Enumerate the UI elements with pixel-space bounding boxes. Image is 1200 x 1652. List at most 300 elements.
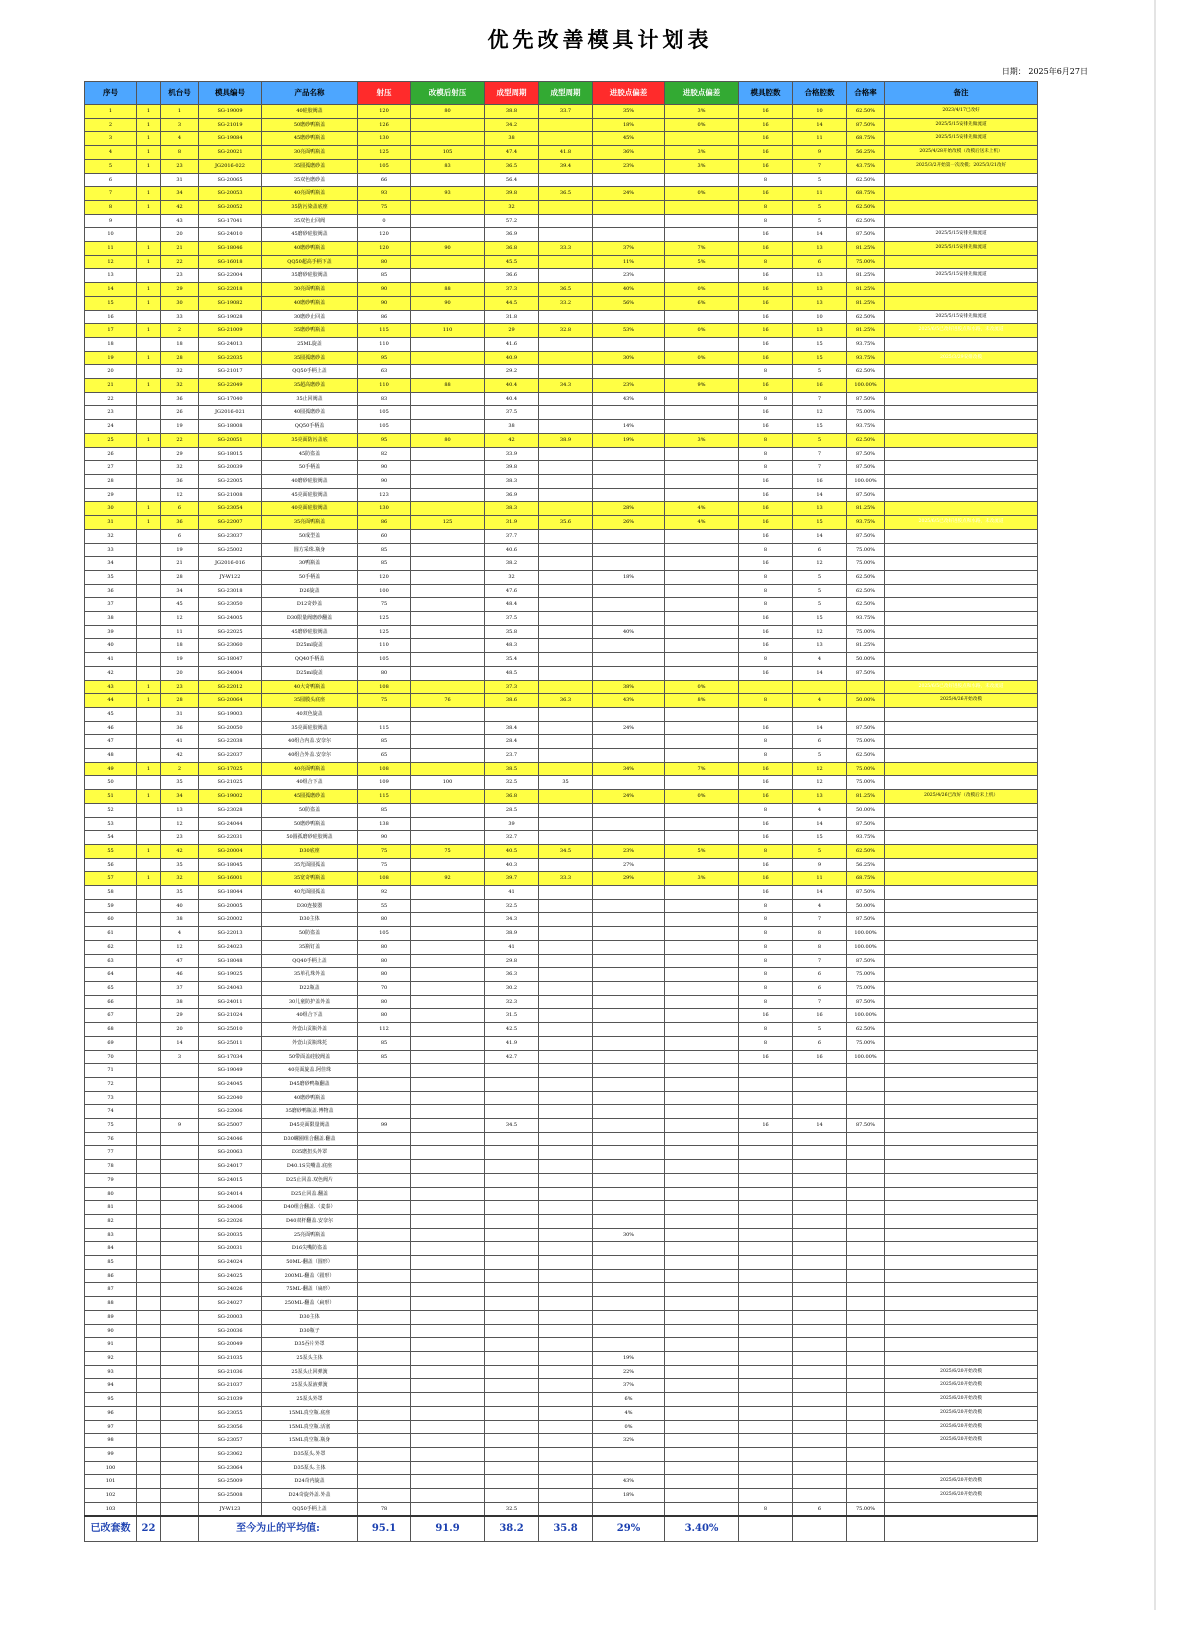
- cell-pressure: 85: [358, 1036, 411, 1050]
- table-row: [85, 187, 1038, 201]
- cell-pressure: 112: [358, 1023, 411, 1037]
- cell-cycle: 48.4: [485, 598, 539, 612]
- cell-gate-dev: [593, 1077, 665, 1091]
- cell-cavities: 16: [739, 721, 793, 735]
- cell-index: 25: [85, 433, 137, 447]
- cell-new-pressure: [411, 1242, 485, 1256]
- cell-pressure: 115: [358, 721, 411, 735]
- cell-cycle: 41.9: [485, 1036, 539, 1050]
- cell-cycle: 23.7: [485, 749, 539, 763]
- cell-new-pressure: [411, 639, 485, 653]
- cell-mold-id: SG-24025: [199, 1269, 262, 1283]
- cell-new-gate-dev: [665, 310, 739, 324]
- cell-cavities: [739, 1091, 793, 1105]
- cell-new-gate-dev: [665, 392, 739, 406]
- cell-machine: 12: [161, 612, 199, 626]
- cell-pressure: [358, 1324, 411, 1338]
- cell-new-pressure: [411, 118, 485, 132]
- cell-flag: [137, 269, 161, 283]
- cell-new-cycle: [539, 406, 593, 420]
- cell-new-pressure: [411, 474, 485, 488]
- cell-new-cycle: [539, 1475, 593, 1489]
- cell-mold-id: SG-18048: [199, 954, 262, 968]
- cell-new-pressure: 88: [411, 283, 485, 297]
- cell-index: 88: [85, 1297, 137, 1311]
- cell-new-gate-dev: [665, 474, 739, 488]
- cell-product: 45磨砂硅胶阀盖: [262, 228, 358, 242]
- cell-ok-cavities: [793, 1187, 847, 1201]
- cell-pass-rate: 50.00%: [847, 899, 885, 913]
- cell-index: 78: [85, 1160, 137, 1174]
- cell-pass-rate: 75.00%: [847, 406, 885, 420]
- cell-flag: [137, 1064, 161, 1078]
- cell-product: D35泵头.外罩: [262, 1447, 358, 1461]
- cell-new-pressure: [411, 927, 485, 941]
- cell-machine: [161, 1324, 199, 1338]
- cell-product: 40双色旋盖: [262, 707, 358, 721]
- cell-flag: [137, 392, 161, 406]
- cell-mold-id: SG-23062: [199, 1447, 262, 1461]
- cell-new-gate-dev: [665, 1461, 739, 1475]
- cell-index: 87: [85, 1283, 137, 1297]
- cell-cycle: 36.6: [485, 269, 539, 283]
- cell-new-pressure: [411, 1351, 485, 1365]
- cell-cavities: 16: [739, 666, 793, 680]
- cell-pass-rate: 87.50%: [847, 995, 885, 1009]
- cell-new-cycle: [539, 803, 593, 817]
- cell-index: 91: [85, 1338, 137, 1352]
- cell-mold-id: SG-18046: [199, 242, 262, 256]
- cell-gate-dev: 53%: [593, 324, 665, 338]
- cell-new-pressure: [411, 1475, 485, 1489]
- cell-ok-cavities: 7: [793, 447, 847, 461]
- cell-mold-id: SG-23055: [199, 1406, 262, 1420]
- cell-cycle: [485, 1173, 539, 1187]
- cell-machine: 19: [161, 653, 199, 667]
- cell-new-gate-dev: 3%: [665, 872, 739, 886]
- cell-new-gate-dev: [665, 1365, 739, 1379]
- table-row: [85, 1146, 1038, 1160]
- cell-new-pressure: [411, 1077, 485, 1091]
- table-row: [85, 694, 1038, 708]
- table-row: [85, 283, 1038, 297]
- cell-ok-cavities: [793, 1091, 847, 1105]
- cell-flag: [137, 982, 161, 996]
- cell-new-pressure: [411, 1009, 485, 1023]
- cell-flag: [137, 1379, 161, 1393]
- cell-product: 45防盗盖: [262, 447, 358, 461]
- cell-gate-dev: [593, 310, 665, 324]
- cell-cycle: 42.5: [485, 1023, 539, 1037]
- footer-avg-gate-dev: 29%: [593, 1516, 665, 1542]
- cell-product: 30儿童防护盖外盖: [262, 995, 358, 1009]
- cell-new-cycle: [539, 584, 593, 598]
- cell-pressure: [358, 1447, 411, 1461]
- cell-mold-id: JG2016-021: [199, 406, 262, 420]
- cell-pass-rate: 87.50%: [847, 392, 885, 406]
- cell-index: 99: [85, 1447, 137, 1461]
- table-row: [85, 159, 1038, 173]
- cell-cycle: 40.4: [485, 379, 539, 393]
- cell-cycle: 37.5: [485, 406, 539, 420]
- table-row: [85, 365, 1038, 379]
- cell-new-gate-dev: [665, 1434, 739, 1448]
- cell-pressure: 75: [358, 858, 411, 872]
- cell-mold-id: SG-22012: [199, 680, 262, 694]
- table-row: [85, 1132, 1038, 1146]
- cell-flag: 1: [137, 680, 161, 694]
- cell-new-pressure: [411, 502, 485, 516]
- cell-new-pressure: [411, 1036, 485, 1050]
- cell-pass-rate: 81.25%: [847, 324, 885, 338]
- cell-pressure: [358, 1297, 411, 1311]
- cell-pass-rate: [847, 1146, 885, 1160]
- cell-new-pressure: [411, 1119, 485, 1133]
- cell-new-pressure: [411, 1064, 485, 1078]
- cell-ok-cavities: 14: [793, 529, 847, 543]
- cell-machine: 42: [161, 844, 199, 858]
- cell-gate-dev: [593, 447, 665, 461]
- cell-cycle: [485, 1201, 539, 1215]
- cell-ok-cavities: [793, 1420, 847, 1434]
- cell-product: 外壹山贡瓶外盖: [262, 1023, 358, 1037]
- cell-gate-dev: 27%: [593, 858, 665, 872]
- cell-cavities: 16: [739, 132, 793, 146]
- cell-product: D25止回盖.翻盖: [262, 1187, 358, 1201]
- cell-gate-dev: 18%: [593, 118, 665, 132]
- table-row: [85, 1434, 1038, 1448]
- cell-flag: [137, 1201, 161, 1215]
- cell-cavities: [739, 1489, 793, 1503]
- cell-pass-rate: 87.50%: [847, 1119, 885, 1133]
- cell-machine: 12: [161, 940, 199, 954]
- cell-index: 61: [85, 927, 137, 941]
- cell-gate-dev: [593, 803, 665, 817]
- cell-index: 16: [85, 310, 137, 324]
- cell-product: 250ML-翻盖（扁形）: [262, 1297, 358, 1311]
- cell-machine: 21: [161, 557, 199, 571]
- cell-new-cycle: [539, 488, 593, 502]
- cell-remark: 2025/5/15安排先做流道: [885, 242, 1038, 256]
- cell-machine: 23: [161, 269, 199, 283]
- cell-index: 46: [85, 721, 137, 735]
- cell-ok-cavities: [793, 1351, 847, 1365]
- cell-product: D24奇内旋盖: [262, 1475, 358, 1489]
- cell-new-cycle: [539, 817, 593, 831]
- cell-pressure: 83: [358, 392, 411, 406]
- cell-ok-cavities: [793, 1447, 847, 1461]
- cell-ok-cavities: 11: [793, 132, 847, 146]
- cell-new-gate-dev: 0%: [665, 680, 739, 694]
- cell-cavities: 16: [739, 1119, 793, 1133]
- cell-cycle: 38: [485, 132, 539, 146]
- cell-ok-cavities: 7: [793, 954, 847, 968]
- cell-ok-cavities: 15: [793, 420, 847, 434]
- cell-mold-id: SG-18015: [199, 447, 262, 461]
- cell-pass-rate: [847, 1324, 885, 1338]
- cell-gate-dev: 36%: [593, 146, 665, 160]
- cell-cavities: 8: [739, 1036, 793, 1050]
- cell-pressure: 75: [358, 598, 411, 612]
- cell-remark: [885, 968, 1038, 982]
- cell-mold-id: SG-18047: [199, 653, 262, 667]
- cell-cavities: 16: [739, 557, 793, 571]
- cell-new-cycle: [539, 1187, 593, 1201]
- table-row: [85, 886, 1038, 900]
- cell-mold-id: SG-21037: [199, 1379, 262, 1393]
- cell-flag: [137, 899, 161, 913]
- cell-cavities: 16: [739, 228, 793, 242]
- cell-cycle: 41: [485, 940, 539, 954]
- cell-gate-dev: [593, 1214, 665, 1228]
- cell-machine: 3: [161, 1050, 199, 1064]
- cell-product: 15ML真空瓶.活塞: [262, 1420, 358, 1434]
- cell-gate-dev: [593, 1160, 665, 1174]
- table-row: [85, 1119, 1038, 1133]
- cell-index: 40: [85, 639, 137, 653]
- cell-cavities: 16: [739, 502, 793, 516]
- cell-pressure: 115: [358, 324, 411, 338]
- cell-index: 57: [85, 872, 137, 886]
- cell-index: 52: [85, 803, 137, 817]
- cell-machine: 19: [161, 420, 199, 434]
- cell-ok-cavities: 12: [793, 625, 847, 639]
- cell-product: D24奇旋外盖.外盖: [262, 1489, 358, 1503]
- cell-new-pressure: [411, 954, 485, 968]
- cell-remark: 2025/6/5已改好进胶点和水路，未改流道: [885, 680, 1038, 694]
- cell-remark: 2025/6/20开始改模: [885, 1393, 1038, 1407]
- cell-flag: [137, 886, 161, 900]
- cell-new-pressure: 88: [411, 379, 485, 393]
- date-line: [1002, 66, 1088, 77]
- cell-pass-rate: 87.50%: [847, 461, 885, 475]
- cell-new-pressure: 100: [411, 776, 485, 790]
- cell-gate-dev: 45%: [593, 132, 665, 146]
- cell-index: 17: [85, 324, 137, 338]
- cell-new-pressure: [411, 858, 485, 872]
- cell-ok-cavities: 7: [793, 995, 847, 1009]
- cell-pressure: [358, 1351, 411, 1365]
- cell-new-cycle: [539, 1023, 593, 1037]
- cell-index: 7: [85, 187, 137, 201]
- cell-pass-rate: 100.00%: [847, 940, 885, 954]
- cell-new-gate-dev: [665, 721, 739, 735]
- cell-ok-cavities: 7: [793, 461, 847, 475]
- cell-cycle: 34.2: [485, 118, 539, 132]
- cell-machine: 8: [161, 146, 199, 160]
- cell-cavities: 8: [739, 694, 793, 708]
- cell-machine: 22: [161, 433, 199, 447]
- cell-new-pressure: [411, 817, 485, 831]
- table-row: [85, 324, 1038, 338]
- cell-cavities: 8: [739, 995, 793, 1009]
- cell-pressure: [358, 1256, 411, 1270]
- cell-index: 92: [85, 1351, 137, 1365]
- cell-ok-cavities: 4: [793, 653, 847, 667]
- cell-gate-dev: [593, 831, 665, 845]
- cell-flag: [137, 1475, 161, 1489]
- cell-pass-rate: [847, 1064, 885, 1078]
- date-label: 日期：: [1001, 67, 1026, 76]
- cell-gate-dev: [593, 666, 665, 680]
- cell-pressure: 105: [358, 653, 411, 667]
- cell-mold-id: SG-24043: [199, 982, 262, 996]
- cell-machine: [161, 1420, 199, 1434]
- cell-ok-cavities: 13: [793, 296, 847, 310]
- cell-new-pressure: [411, 940, 485, 954]
- cell-remark: [885, 584, 1038, 598]
- cell-machine: [161, 1077, 199, 1091]
- cell-new-cycle: [539, 913, 593, 927]
- cell-new-cycle: [539, 557, 593, 571]
- cell-flag: [137, 228, 161, 242]
- footer-avg-cycle: 38.2: [485, 1516, 539, 1542]
- cell-new-cycle: [539, 1310, 593, 1324]
- cell-new-gate-dev: [665, 228, 739, 242]
- cell-new-cycle: 36.5: [539, 283, 593, 297]
- cell-new-gate-dev: [665, 1242, 739, 1256]
- cell-product: D35泵头.主体: [262, 1461, 358, 1475]
- cell-new-pressure: [411, 749, 485, 763]
- cell-mold-id: SG-20064: [199, 694, 262, 708]
- cell-cavities: 8: [739, 365, 793, 379]
- cell-new-cycle: [539, 420, 593, 434]
- cell-pass-rate: [847, 1420, 885, 1434]
- cell-flag: 1: [137, 296, 161, 310]
- cell-remark: [885, 1297, 1038, 1311]
- cell-cavities: [739, 1201, 793, 1215]
- table-row: [85, 735, 1038, 749]
- cell-gate-dev: [593, 1173, 665, 1187]
- cell-gate-dev: [593, 1009, 665, 1023]
- cell-ok-cavities: 14: [793, 118, 847, 132]
- cell-pass-rate: 100.00%: [847, 1009, 885, 1023]
- cell-flag: 1: [137, 872, 161, 886]
- cell-pressure: [358, 1420, 411, 1434]
- cell-new-pressure: [411, 543, 485, 557]
- cell-ok-cavities: 6: [793, 255, 847, 269]
- cell-cycle: 41: [485, 886, 539, 900]
- cell-pressure: 109: [358, 776, 411, 790]
- cell-pressure: 85: [358, 1050, 411, 1064]
- cell-flag: [137, 1324, 161, 1338]
- cell-pressure: 75: [358, 844, 411, 858]
- cell-product: D40.1S尖嘴盖.底座: [262, 1160, 358, 1174]
- cell-cycle: 48.5: [485, 666, 539, 680]
- cell-new-gate-dev: [665, 995, 739, 1009]
- cell-new-pressure: [411, 1324, 485, 1338]
- cell-remark: 2025/6/20开始改模: [885, 1489, 1038, 1503]
- cell-new-pressure: [411, 1214, 485, 1228]
- cell-machine: 32: [161, 872, 199, 886]
- cell-flag: [137, 214, 161, 228]
- cell-product: 45磨砂硅胶阀盖: [262, 625, 358, 639]
- cell-mold-id: SG-18008: [199, 420, 262, 434]
- cell-cycle: 42.7: [485, 1050, 539, 1064]
- cell-pressure: 80: [358, 995, 411, 1009]
- col-header-cycle: 成型周期: [485, 82, 539, 105]
- cell-cavities: 16: [739, 146, 793, 160]
- cell-new-cycle: [539, 1283, 593, 1297]
- cell-gate-dev: [593, 1119, 665, 1133]
- table-row: [85, 1023, 1038, 1037]
- cell-flag: [137, 310, 161, 324]
- cell-mold-id: SG-23054: [199, 502, 262, 516]
- cell-product: D35磨扭头外罩: [262, 1146, 358, 1160]
- cell-ok-cavities: 5: [793, 844, 847, 858]
- cell-cycle: 36.3: [485, 968, 539, 982]
- cell-new-pressure: 90: [411, 296, 485, 310]
- cell-cavities: 16: [739, 159, 793, 173]
- mold-plan-table: [84, 81, 1038, 1542]
- cell-product: 35磨砂鸭瓶盖.博物盖: [262, 1105, 358, 1119]
- cell-ok-cavities: [793, 1461, 847, 1475]
- cell-cavities: 16: [739, 762, 793, 776]
- cell-new-cycle: [539, 1461, 593, 1475]
- cell-index: 63: [85, 954, 137, 968]
- cell-pressure: 90: [358, 296, 411, 310]
- cell-ok-cavities: [793, 1393, 847, 1407]
- cell-product: D40组合翻盖.（麦泰）: [262, 1201, 358, 1215]
- cell-new-pressure: [411, 1146, 485, 1160]
- cell-new-gate-dev: 0%: [665, 283, 739, 297]
- cell-pressure: [358, 1489, 411, 1503]
- cell-flag: [137, 1297, 161, 1311]
- cell-mold-id: SG-19028: [199, 310, 262, 324]
- cell-new-gate-dev: 3%: [665, 159, 739, 173]
- cell-new-pressure: [411, 1502, 485, 1516]
- cell-new-cycle: [539, 255, 593, 269]
- cell-new-cycle: [539, 1146, 593, 1160]
- cell-machine: [161, 1132, 199, 1146]
- cell-new-gate-dev: 0%: [665, 324, 739, 338]
- cell-pass-rate: [847, 1365, 885, 1379]
- cell-index: 24: [85, 420, 137, 434]
- cell-cavities: 8: [739, 584, 793, 598]
- cell-ok-cavities: 15: [793, 831, 847, 845]
- cell-remark: [885, 831, 1038, 845]
- cell-pressure: 93: [358, 187, 411, 201]
- table-row: [85, 337, 1038, 351]
- table-row: [85, 954, 1038, 968]
- cell-index: 12: [85, 255, 137, 269]
- cell-ok-cavities: [793, 1201, 847, 1215]
- cell-new-cycle: [539, 200, 593, 214]
- cell-pressure: 75: [358, 694, 411, 708]
- cell-mold-id: SG-25011: [199, 1036, 262, 1050]
- cell-pass-rate: 87.50%: [847, 118, 885, 132]
- cell-new-pressure: [411, 200, 485, 214]
- cell-pressure: [358, 1434, 411, 1448]
- cell-pressure: 123: [358, 488, 411, 502]
- cell-new-cycle: 38.9: [539, 433, 593, 447]
- cell-index: 66: [85, 995, 137, 1009]
- cell-cycle: 31.9: [485, 516, 539, 530]
- cell-new-cycle: [539, 707, 593, 721]
- cell-new-cycle: [539, 351, 593, 365]
- table-row: [85, 707, 1038, 721]
- cell-flag: [137, 584, 161, 598]
- cell-pressure: 85: [358, 269, 411, 283]
- cell-ok-cavities: 12: [793, 406, 847, 420]
- col-header-remark: 备注: [885, 82, 1038, 105]
- cell-flag: [137, 1283, 161, 1297]
- cell-ok-cavities: [793, 707, 847, 721]
- cell-flag: [137, 653, 161, 667]
- cell-machine: 2: [161, 324, 199, 338]
- cell-new-cycle: [539, 1489, 593, 1503]
- cell-product: 45圆孤磨砂盖: [262, 790, 358, 804]
